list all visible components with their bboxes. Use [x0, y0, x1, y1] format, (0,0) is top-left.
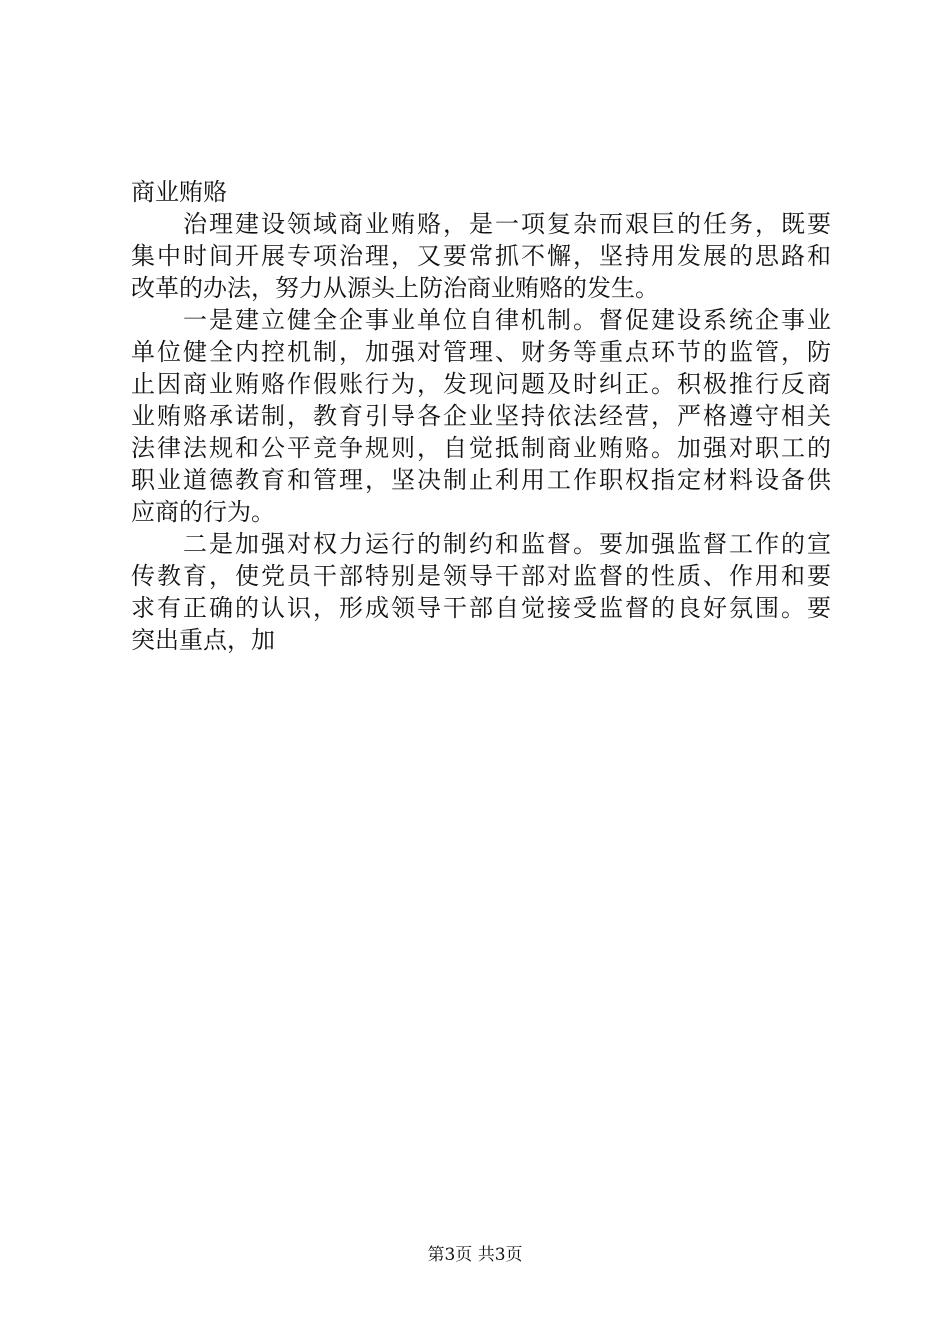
document-body: [131, 176, 831, 656]
text-line: 一是建立健全企事业单位自律机制。督促建设系统企事业: [131, 306, 831, 334]
text-line: 单位健全内控机制，加强对管理、财务等重点环节的监管，防: [131, 338, 831, 366]
page-footer: 第3页 共3页: [427, 1245, 523, 1265]
text-line: 职业道德教育和管理，坚决制止利用工作职权指定材料设备供: [131, 466, 831, 494]
text-line: 业贿赂承诺制，教育引导各企业坚持依法经营，严格遵守相关: [131, 402, 831, 430]
text-line: 商业贿赂: [131, 178, 227, 206]
text-line: 集中时间开展专项治理，又要常抓不懈，坚持用发展的思路和: [131, 242, 831, 270]
text-line: 治理建设领域商业贿赂，是一项复杂而艰巨的任务，既要: [131, 210, 831, 238]
text-line: 求有正确的认识，形成领导干部自觉接受监督的良好氛围。要: [131, 594, 831, 622]
text-line: 应商的行为。: [131, 498, 275, 526]
text-line: 止因商业贿赂作假账行为，发现问题及时纠正。积极推行反商: [131, 370, 831, 398]
text-line: 改革的办法，努力从源头上防治商业贿赂的发生。: [131, 274, 659, 302]
text-line: 传教育，使党员干部特别是领导干部对监督的性质、作用和要: [131, 562, 831, 590]
text-line: 二是加强对权力运行的制约和监督。要加强监督工作的宣: [131, 530, 831, 558]
text-line: 法律法规和公平竞争规则，自觉抵制商业贿赂。加强对职工的: [131, 434, 831, 462]
text-line: 突出重点，加: [131, 626, 275, 654]
